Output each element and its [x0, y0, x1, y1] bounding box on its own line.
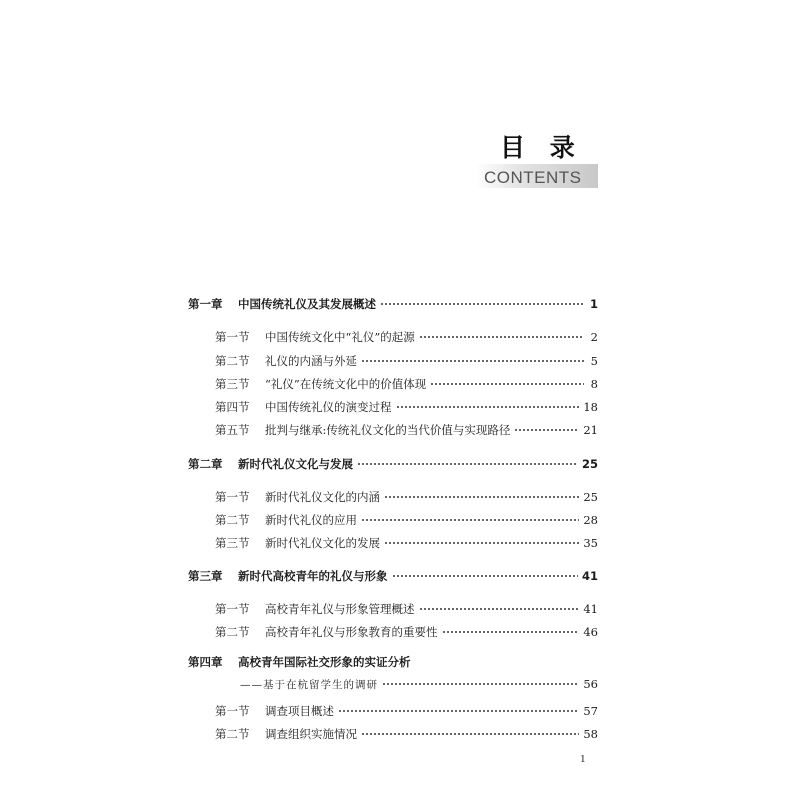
- toc-page-number: 57: [583, 704, 598, 718]
- dot-leader: [419, 336, 584, 338]
- toc-section-row[interactable]: [188, 725, 598, 743]
- page-number: 1: [580, 753, 586, 765]
- toc-page-number: 8: [590, 377, 598, 391]
- toc-entry-title: 新时代高校青年的礼仪与形象: [238, 569, 388, 583]
- toc-page-number: 41: [583, 602, 598, 616]
- toc-entry-title: 中国传统礼仪的演变过程: [265, 400, 392, 414]
- toc-page-number: 25: [583, 490, 598, 504]
- toc-chapter-row[interactable]: [188, 295, 598, 313]
- dot-leader: [384, 496, 579, 498]
- toc-chapter-row[interactable]: [188, 567, 598, 585]
- toc-entry-title: 新时代礼仪文化与发展: [238, 457, 353, 471]
- toc-section-row[interactable]: [188, 398, 598, 416]
- toc-entry-label: [215, 726, 357, 742]
- toc-section-row[interactable]: [188, 600, 598, 618]
- toc-entry-number: 第二节: [215, 354, 250, 368]
- toc-entry-label: [215, 353, 357, 369]
- toc-page-number: 2: [590, 330, 598, 344]
- dot-leader: [442, 631, 580, 633]
- toc-page-number: 5: [590, 354, 598, 368]
- dot-leader: [338, 710, 579, 712]
- toc-entry-number: 第四节: [215, 400, 250, 414]
- toc-entry-title: 高校青年国际社交形象的实证分析: [238, 655, 411, 669]
- dot-leader: [361, 519, 579, 521]
- toc-entry-label: [188, 296, 376, 312]
- toc-section-row[interactable]: [188, 511, 598, 529]
- dot-leader: [514, 429, 579, 431]
- toc-entry-number: 第三节: [215, 536, 250, 550]
- toc-section-row[interactable]: [188, 534, 598, 552]
- toc-entry-title: 新时代礼仪的应用: [265, 513, 357, 527]
- toc-section-row[interactable]: [188, 421, 598, 439]
- toc-entry-label: [215, 601, 415, 617]
- toc-entry-label: [215, 489, 380, 505]
- toc-page-number: 25: [581, 457, 598, 471]
- toc-page-number: 1: [589, 297, 598, 311]
- toc-entry-label: [215, 422, 510, 438]
- dot-leader: [430, 383, 584, 385]
- toc-entry-label: [215, 376, 426, 392]
- toc-section-row[interactable]: [188, 702, 598, 720]
- toc-entry-title: 调查组织实施情况: [265, 727, 357, 741]
- toc-section-row[interactable]: [188, 352, 598, 370]
- toc-section-row[interactable]: [188, 623, 598, 641]
- toc-page-number: 28: [583, 513, 598, 527]
- toc-entry-title: 中国传统礼仪及其发展概述: [238, 297, 376, 311]
- toc-entry-title: 高校青年礼仪与形象管理概述: [265, 602, 415, 616]
- toc-entry-number: 第二章: [188, 457, 223, 471]
- toc-page-number: 21: [583, 423, 598, 437]
- toc-entry-label: [215, 399, 392, 415]
- contents-subtitle: CONTENTS: [484, 168, 582, 187]
- toc-chapter-row[interactable]: [188, 653, 598, 671]
- toc-page-number: 41: [581, 569, 598, 583]
- toc-entry-number: 第二节: [215, 625, 250, 639]
- toc-entry-number: 第一节: [215, 490, 250, 504]
- dot-leader: [357, 463, 578, 465]
- toc-page-number: 18: [583, 400, 598, 414]
- toc-entry-label: [215, 512, 357, 528]
- page-title: 目 录: [500, 133, 583, 162]
- toc-entry-label: [188, 654, 411, 670]
- toc-entry-title: 新时代礼仪文化的内涵: [265, 490, 380, 504]
- toc-section-row[interactable]: [188, 375, 598, 393]
- dot-leader: [361, 733, 579, 735]
- dot-leader: [396, 406, 580, 408]
- toc-entry-title: ——基于在杭留学生的调研: [240, 678, 378, 691]
- toc-page-number: 35: [583, 536, 598, 550]
- dot-leader: [361, 360, 584, 362]
- dot-leader: [419, 608, 580, 610]
- toc-entry-label: [215, 703, 334, 719]
- toc-entry-number: 第三节: [215, 377, 250, 391]
- toc-entry-label: [240, 677, 378, 692]
- toc-page-number: 56: [583, 677, 598, 691]
- dot-leader: [384, 542, 579, 544]
- toc-entry-number: 第五节: [215, 423, 250, 437]
- toc-entry-title: 调查项目概述: [265, 704, 334, 718]
- toc-entry-label: [188, 456, 353, 472]
- toc-entry-label: [188, 568, 388, 584]
- toc-section-row[interactable]: [188, 488, 598, 506]
- dot-leader: [382, 683, 579, 685]
- toc-entry-title: 礼仪的内涵与外延: [265, 354, 357, 368]
- toc-entry-number: 第二节: [215, 727, 250, 741]
- toc-subtitle-row[interactable]: [188, 675, 598, 693]
- toc-entry-label: [215, 535, 380, 551]
- dot-leader: [392, 575, 578, 577]
- toc-entry-number: 第二节: [215, 513, 250, 527]
- toc-entry-title: “礼仪”在传统文化中的价值体现: [265, 377, 427, 391]
- toc-entry-label: [215, 329, 415, 345]
- toc-entry-title: 新时代礼仪文化的发展: [265, 536, 380, 550]
- dot-leader: [380, 303, 584, 305]
- toc-entry-title: 高校青年礼仪与形象教育的重要性: [265, 625, 438, 639]
- toc-entry-number: 第一章: [188, 297, 223, 311]
- toc-entry-title: 批判与继承:传统礼仪文化的当代价值与实现路径: [265, 423, 511, 437]
- toc-page-number: 46: [583, 625, 598, 639]
- toc-page-number: 58: [583, 727, 598, 741]
- toc-entry-number: 第一节: [215, 330, 250, 344]
- toc-entry-number: 第一节: [215, 602, 250, 616]
- toc-section-row[interactable]: [188, 328, 598, 346]
- toc-entry-number: 第四章: [188, 655, 223, 669]
- toc-entry-title: 中国传统文化中“礼仪”的起源: [265, 330, 415, 344]
- toc-entry-number: 第一节: [215, 704, 250, 718]
- toc-entry-label: [215, 624, 438, 640]
- toc-chapter-row[interactable]: [188, 455, 598, 473]
- toc-entry-number: 第三章: [188, 569, 223, 583]
